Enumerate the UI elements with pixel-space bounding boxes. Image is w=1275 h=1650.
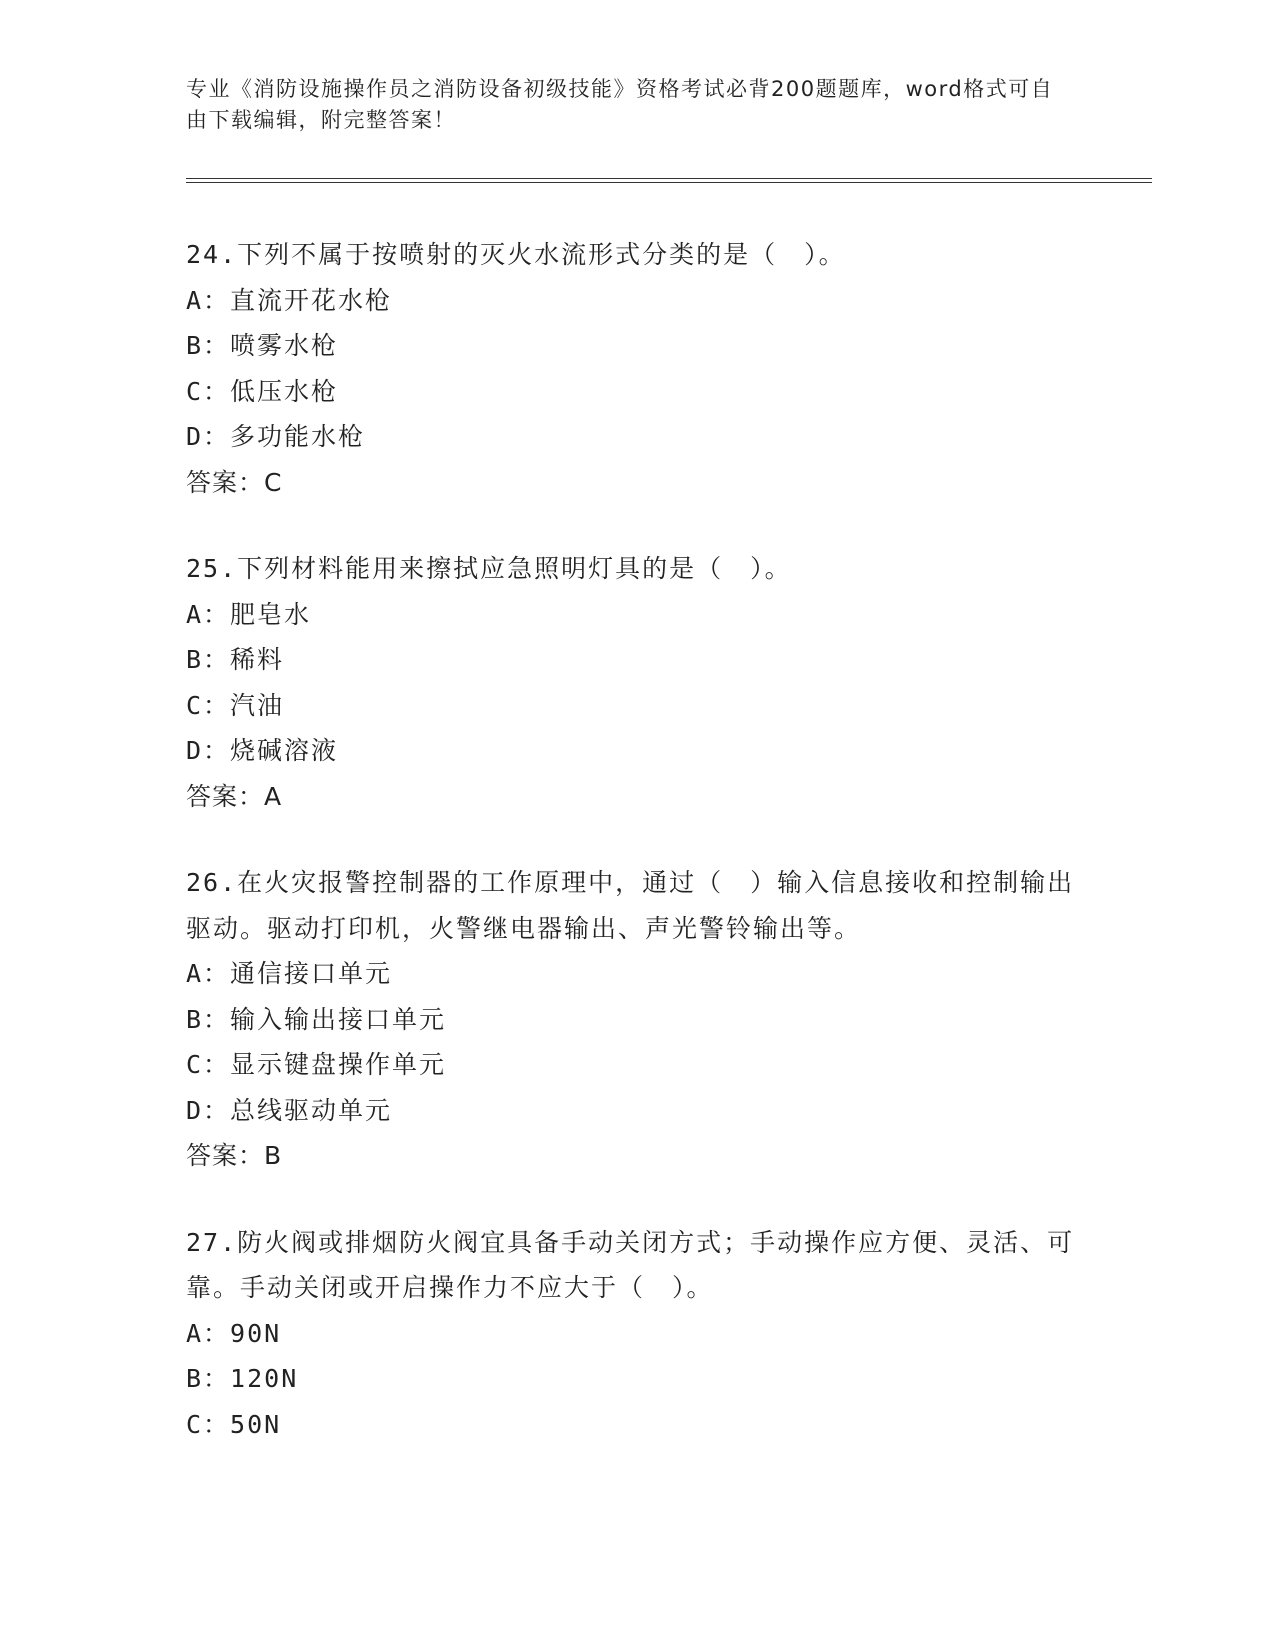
option-d: D：多功能水枪 — [186, 422, 366, 451]
option-b: B：喷雾水枪 — [186, 331, 339, 360]
option-d: D：烧碱溶液 — [186, 736, 339, 765]
answer-line: 答案：B — [186, 1141, 283, 1170]
option-a: A：肥皂水 — [186, 599, 312, 629]
option-b: B：输入输出接口单元 — [186, 1004, 447, 1034]
answer-line: 答案：A — [186, 781, 283, 811]
question-stem: 26.在火灾报警控制器的工作原理中，通过（ ）输入信息接收和控制输出驱动。驱动打印机，火警继电器输出、声光警铃输出等。 — [186, 868, 1075, 943]
option-b: B：120N — [186, 1364, 299, 1393]
question-list — [186, 232, 1086, 1488]
question-stem: 24.下列不属于按喷射的灭火水流形式分类的是（ ）。 — [186, 240, 846, 269]
option-c: C：显示键盘操作单元 — [186, 1050, 447, 1079]
option-c: C：50N — [186, 1409, 282, 1439]
question-stem: 25.下列材料能用来擦拭应急照明灯具的是（ ）。 — [186, 554, 792, 583]
option-a: A：直流开花水枪 — [186, 285, 393, 315]
option-c: C：低压水枪 — [186, 376, 339, 406]
answer-line: 答案：C — [186, 467, 283, 497]
header-divider-bottom — [186, 182, 1152, 183]
question-stem: 27.防火阀或排烟防火阀宜具备手动关闭方式；手动操作应方便、灵活、可靠。手动关闭或开启操作力不应大于（ ）。 — [186, 1227, 1075, 1302]
header-divider-top — [186, 178, 1152, 179]
document-header: 专业《消防设施操作员之消防设备初级技能》资格考试必背200题题库，word格式可自由下载编辑，附完整答案！ — [186, 77, 1054, 132]
option-a: A：通信接口单元 — [186, 959, 393, 988]
option-d: D：总线驱动单元 — [186, 1095, 393, 1125]
question-24 — [186, 232, 1086, 505]
question-26 — [186, 860, 1086, 1179]
option-a: A：90N — [186, 1318, 282, 1348]
option-c: C：汽油 — [186, 690, 285, 720]
question-27 — [186, 1220, 1086, 1448]
option-b: B：稀料 — [186, 645, 285, 674]
question-25 — [186, 546, 1086, 819]
